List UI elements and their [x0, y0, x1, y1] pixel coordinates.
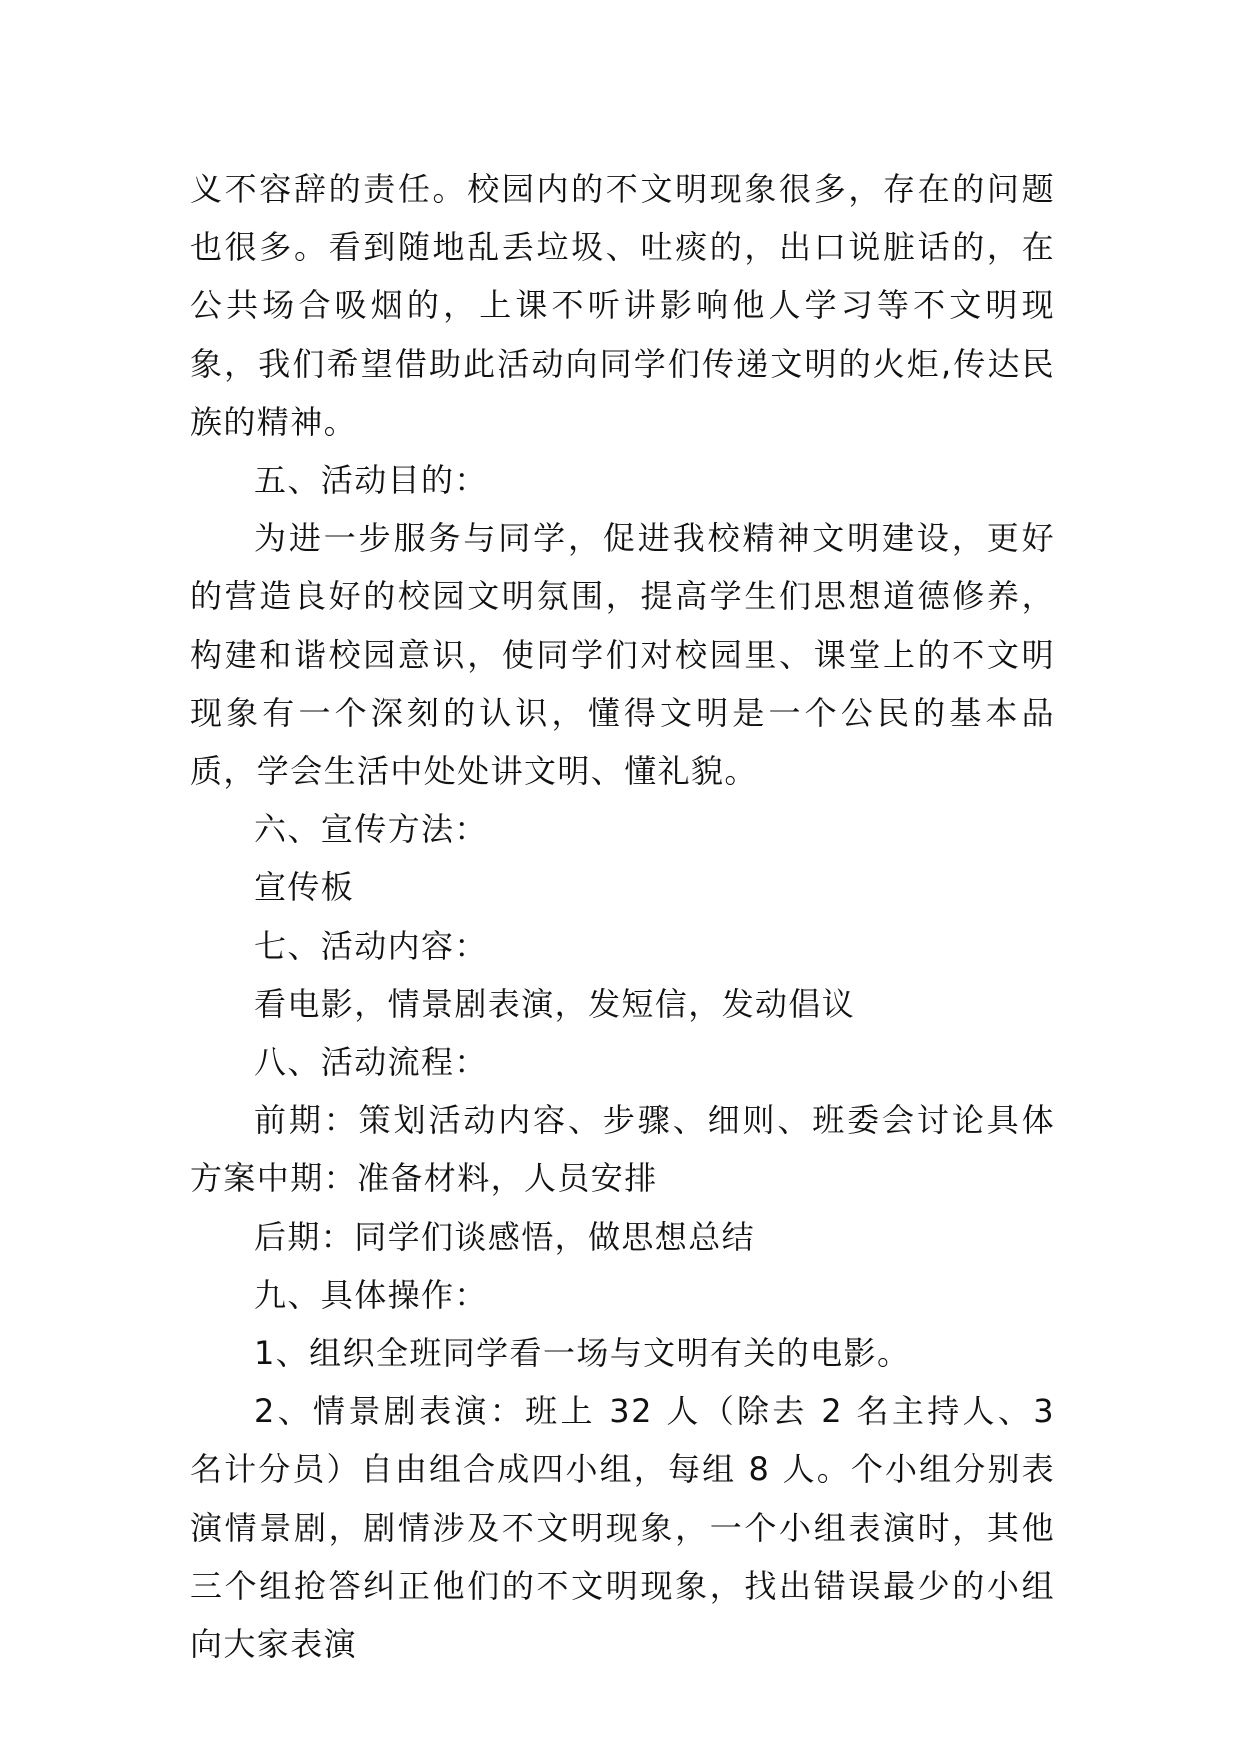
- heading-publicity-method: 六、宣传方法：: [254, 810, 488, 849]
- paragraph-operation-2: 2、情景剧表演：班上 32 人（除去 2 名主持人、3 名计分员）自由组合成四小组，每组 8 人。个小组分别表演情景剧，剧情涉及不文明现象，一个小组表演时，其他三个组抢答纠正他们的不文明现象，找出错误最少的小组向大家表演: [190, 1392, 1055, 1664]
- heading-specific-operation: 九、具体操作：: [254, 1275, 488, 1314]
- paragraph-activity-purpose: 为进一步服务与同学，促进我校精神文明建设，更好的营造良好的校园文明氛围，提高学生们思想道德修养，构建和谐校园意识，使同学们对校园里、课堂上的不文明现象有一个深刻的认识，懂得文明是一个公民的基本品质，学会生活中处处讲文明、懂礼貌。: [190, 519, 1055, 791]
- document-body: [190, 160, 1055, 1673]
- heading-activity-process: 八、活动流程：: [254, 1043, 488, 1082]
- paragraph-intro-continued: 义不容辞的责任。校园内的不文明现象很多，存在的问题也很多。看到随地乱丢垃圾、吐痰的，出口说脏话的，在公共场合吸烟的，上课不听讲影响他人学习等不文明现象，我们希望借助此活动向同学们传递文明的火炬,传达民族的精神。: [190, 170, 1055, 441]
- paragraph-operation-1: 1、组织全班同学看一场与文明有关的电影。: [254, 1334, 911, 1373]
- paragraph-process-late: 后期：同学们谈感悟，做思想总结: [254, 1217, 756, 1256]
- paragraph-activity-content: 看电影，情景剧表演，发短信，发动倡议: [254, 984, 856, 1023]
- paragraph-publicity-method: 宣传板: [254, 868, 355, 907]
- heading-activity-content: 七、活动内容：: [254, 926, 488, 965]
- paragraph-process-early-mid: 前期：策划活动内容、步骤、细则、班委会讨论具体方案中期：准备材料，人员安排: [190, 1101, 1055, 1198]
- heading-activity-purpose: 五、活动目的：: [254, 461, 488, 500]
